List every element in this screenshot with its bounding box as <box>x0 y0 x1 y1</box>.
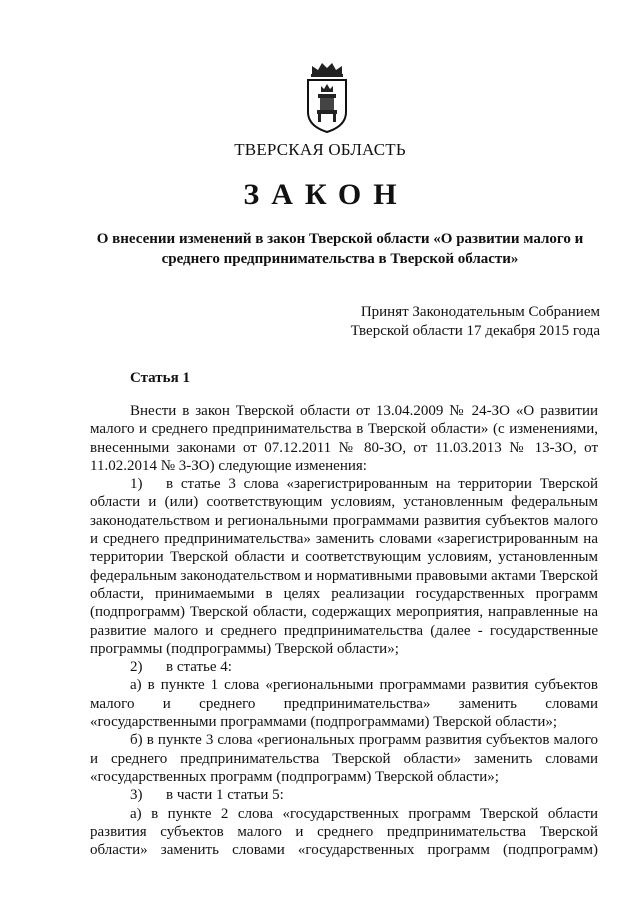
item-2-a: а) в пункте 1 слова «региональными программами развития субъектов малого и среднего предпринимательства» заменить словами «государственными программами (подпрограммами) Тверской области»; <box>90 677 598 731</box>
item-3-text: в части 1 статьи 5: <box>166 787 284 804</box>
article-title: Статья 1 <box>130 370 190 386</box>
article-intro: Внести в закон Тверской области от 13.04.2009 № 24-ЗО «О развитии малого и среднего предпринимательства в Тверской области» (с изменениями, внесенными законами от 07.12.2011 № 80-ЗО, от 11.03.2013 № 13-ЗО, от 11.02.2014 № 3-ЗО) следующие изменения: <box>90 403 598 474</box>
item-2 <box>90 658 598 676</box>
item-3 <box>90 786 598 804</box>
adoption-note <box>300 303 600 341</box>
item-3-number: 3) <box>130 787 143 804</box>
item-1 <box>90 475 598 658</box>
item-3-a: а) в пункте 2 слова «государственных программ Тверской области развития субъектов малого и среднего предпринимательства Тверской области» заменить словами «государственных программ (подпрограмм) <box>90 805 598 859</box>
article-body <box>90 402 598 859</box>
document-type-title: ЗАКОН <box>243 178 409 211</box>
item-2-text: в статье 4: <box>166 659 232 676</box>
law-subject: О внесении изменений в закон Тверской области «О развитии малого и среднего предпринимательства в Тверской области» <box>96 231 584 267</box>
item-1-text: в статье 3 слова «зарегистрированным на территории Тверской области и (или) соответствующим условиям, установленным федеральным законодательством и региональными программами развития субъектов малого и среднего предпринимательства» заменить словами «зарегистрированным на территории Тверской области и соответствующим условиям, установленным федеральным законодательством и нормативными правовыми актами Тверской области, принимаемыми в целях реализации государственных программ (подпрограмм) Тверской области, содержащих мероприятия, направленные на развитие малого и среднего предпринимательства (далее - государственные программы (подпрограммы) Тверской области»; <box>90 476 598 657</box>
region-name: ТВЕРСКАЯ ОБЛАСТЬ <box>234 140 406 159</box>
adoption-line-2: Тверской области 17 декабря 2015 года <box>350 323 600 339</box>
coat-of-arms-emblem <box>306 60 348 134</box>
item-1-number: 1) <box>130 476 143 493</box>
item-2-b: б) в пункте 3 слова «региональных программ развития субъектов малого и среднего предпринимательства Тверской области» заменить словами «государственных программ (подпрограмм) Тверской области»; <box>90 732 598 785</box>
adoption-line-1: Принят Законодательным Собранием <box>360 304 600 320</box>
item-2-number: 2) <box>130 659 143 676</box>
